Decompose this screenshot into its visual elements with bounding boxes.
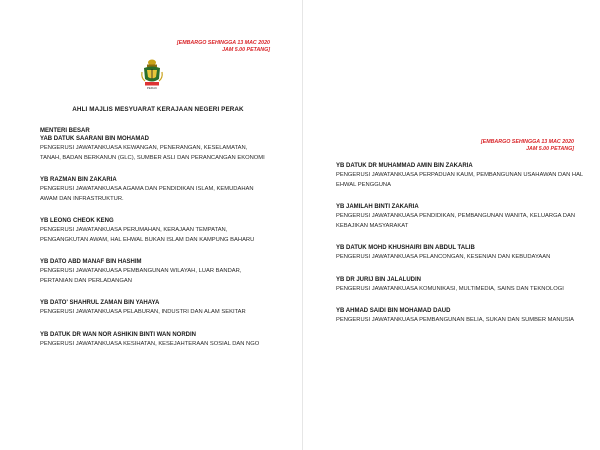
left-entries bbox=[40, 127, 268, 362]
list-item bbox=[336, 276, 586, 295]
embargo-line-1: [EMBARGO SEHINGGA 13 MAC 2020 bbox=[480, 139, 574, 145]
entry-portfolio: PENGERUSI JAWATANKUASA PEMBANGUNAN WILAYAH, LUAR BANDAR, PERTANIAN DAN PERLADANGAN bbox=[40, 268, 242, 284]
entry-portfolio: PENGERUSI JAWATANKUASA KOMUNIKASI, MULTIMEDIA, SAINS DAN TEKNOLOGI bbox=[336, 285, 564, 292]
list-item bbox=[40, 299, 268, 318]
page-divider bbox=[302, 0, 303, 450]
list-item bbox=[40, 127, 268, 163]
entry-portfolio: PENGERUSI JAWATANKUASA PERUMAHAN, KERAJAAN TEMPATAN, PENGANGKUTAN AWAM, HAL EHWAL BUKAN ISLAM DAN KAMPUNG BAHARU bbox=[40, 227, 255, 243]
document-title: AHLI MAJLIS MESYUARAT KERAJAAN NEGERI PERAK bbox=[72, 106, 244, 113]
list-item bbox=[336, 162, 586, 190]
list-item bbox=[336, 307, 586, 326]
embargo-notice bbox=[450, 139, 574, 153]
list-item bbox=[40, 258, 268, 286]
embargo-line-2: JAM 5.00 PETANG] bbox=[222, 47, 270, 53]
entry-portfolio: PENGERUSI JAWATANKUASA PELABURAN, INDUSTRI DAN ALAM SEKITAR bbox=[40, 309, 246, 315]
entry-name: YB DATO ABD MANAF BIN HASHIM bbox=[40, 259, 142, 265]
perak-crest-icon bbox=[140, 58, 164, 90]
entry-name: YB AHMAD SAIDI BIN MOHAMAD DAUD bbox=[336, 308, 451, 314]
embargo-notice bbox=[170, 40, 270, 54]
list-item bbox=[336, 244, 586, 263]
list-item bbox=[40, 217, 268, 245]
embargo-line-1: [EMBARGO SEHINGGA 13 MAC 2020 bbox=[176, 40, 270, 46]
entry-name: YB DATUK MOHD KHUSHAIRI BIN ABDUL TALIB bbox=[336, 245, 475, 251]
entry-portfolio: PENGERUSI JAWATANKUASA PELANCONGAN, KESENIAN DAN KEBUDAYAAN bbox=[336, 254, 551, 260]
entry-name: YB RAZMAN BIN ZAKARIA bbox=[40, 177, 117, 183]
entry-portfolio: PENGERUSI JAWATANKUASA AGAMA DAN PENDIDIKAN ISLAM, KEMUDAHAN AWAM DAN INFRASTRUKTUR. bbox=[40, 186, 254, 202]
list-item bbox=[40, 331, 268, 350]
right-entries bbox=[336, 162, 586, 339]
entry-name: YB DATO' SHAHRUL ZAMAN BIN YAHAYA bbox=[40, 300, 160, 306]
entry-name: YB DATUK DR MUHAMMAD AMIN BIN ZAKARIA bbox=[336, 163, 473, 169]
entry-portfolio: PENGERUSI JAWATANKUASA PERPADUAN KAUM, PEMBANGUNAN USAHAWAN DAN HAL EHWAL PENGGUNA bbox=[336, 172, 583, 188]
list-item bbox=[40, 176, 268, 204]
entry-portfolio: PENGERUSI JAWATANKUASA KEWANGAN, PENERANGAN, KESELAMATAN, TANAH, BADAN BERKANUN (GLC), SUMBER ASLI DAN PERANCANGAN EKONOMI bbox=[40, 145, 265, 161]
list-item bbox=[336, 203, 586, 231]
entry-portfolio: PENGERUSI JAWATANKUASA PEMBANGUNAN BELIA, SUKAN DAN SUMBER MANUSIA bbox=[336, 317, 575, 323]
entry-portfolio: PENGERUSI JAWATANKUASA PENDIDIKAN, PEMBANGUNAN WANITA, KELUARGA DAN KEBAJIKAN MASYARAKAT bbox=[336, 213, 576, 229]
entry-name: YB DATUK DR WAN NOR ASHIKIN BINTI WAN NORDIN bbox=[40, 331, 196, 338]
embargo-line-2: JAM 5.00 PETANG] bbox=[526, 146, 574, 152]
entry-name: YB DR JURIJ BIN JALALUDIN bbox=[336, 276, 422, 283]
crest-label: PERAK bbox=[146, 86, 158, 90]
entry-name: YB JAMILAH BINTI ZAKARIA bbox=[336, 204, 419, 210]
entry-portfolio: PENGERUSI JAWATANKUASA KESIHATAN, KESEJAHTERAAN SOSIAL DAN NGO bbox=[40, 340, 260, 347]
entry-name: YAB DATUK SAARANI BIN MOHAMAD bbox=[40, 136, 149, 142]
entry-role: MENTERI BESAR bbox=[40, 128, 90, 134]
entry-name: YB LEONG CHEOK KENG bbox=[40, 218, 114, 224]
document-page-2 bbox=[306, 0, 600, 450]
